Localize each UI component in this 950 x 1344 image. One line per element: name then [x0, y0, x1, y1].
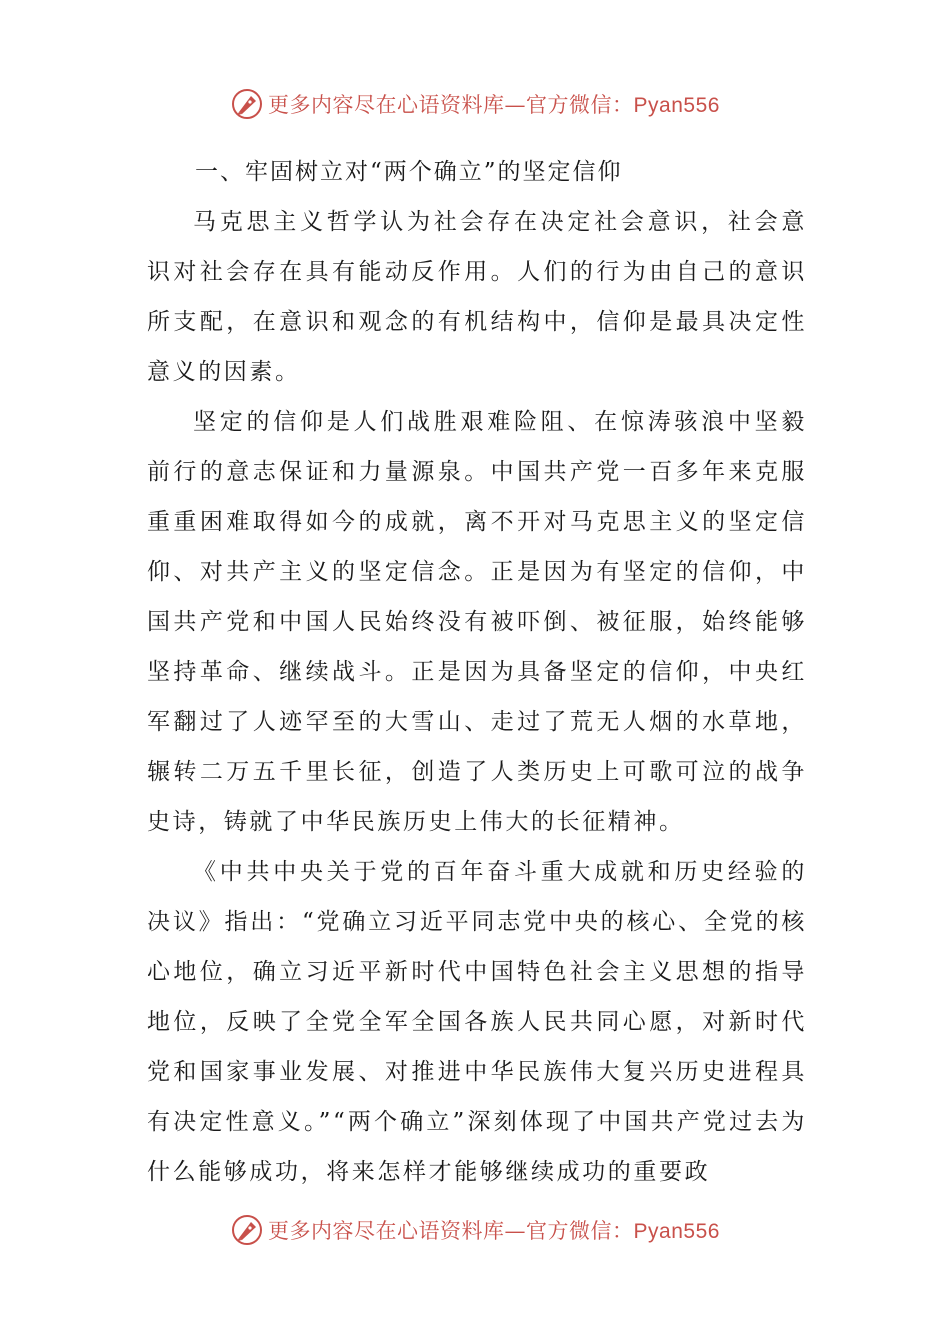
- banner-dash: —: [504, 1219, 527, 1243]
- pen-nib-logo-icon: [230, 1213, 264, 1247]
- banner-wechat-id: Pyan556: [633, 1220, 720, 1243]
- banner-text: 更多内容尽在心语资料库: [268, 1219, 505, 1243]
- banner-wechat-id: Pyan556: [633, 94, 720, 117]
- footer-watermark-banner: [0, 1210, 950, 1250]
- banner-wechat-label: 官方微信：: [526, 1219, 634, 1243]
- document-body: [147, 147, 807, 1197]
- banner-wechat-label: 官方微信：: [526, 93, 634, 117]
- header-watermark-banner: [0, 84, 950, 124]
- banner-dash: —: [504, 93, 527, 117]
- section-heading: 一、牢固树立对“两个确立”的坚定信仰: [195, 159, 623, 185]
- paragraph-2: 坚定的信仰是人们战胜艰难险阻、在惊涛骇浪中坚毅前行的意志保证和力量源泉。中国共产党一百多年来克服重重困难取得如今的成就，离不开对马克思主义的坚定信仰、对共产主义的坚定信念。正是因为有坚定的信仰，中国共产党和中国人民始终没有被吓倒、被征服，始终能够坚持革命、继续战斗。正是因为具备坚定的信仰，中央红军翻过了人迹罕至的大雪山、走过了荒无人烟的水草地，辗转二万五千里长征，创造了人类历史上可歌可泣的战争史诗，铸就了中华民族历史上伟大的长征精神。: [147, 409, 807, 835]
- pen-nib-logo-icon: [230, 87, 264, 121]
- paragraph-1: 马克思主义哲学认为社会存在决定社会意识，社会意识对社会存在具有能动反作用。人们的行为由自己的意识所支配，在意识和观念的有机结构中，信仰是最具决定性意义的因素。: [147, 209, 807, 385]
- paragraph-3: 《中共中央关于党的百年奋斗重大成就和历史经验的决议》指出：“党确立习近平同志党中央的核心、全党的核心地位，确立习近平新时代中国特色社会主义思想的指导地位，反映了全党全军全国各族人民共同心愿，对新时代党和国家事业发展、对推进中华民族伟大复兴历史进程具有决定性意义。”“两个确立”深刻体现了中国共产党过去为什么能够成功，将来怎样才能够继续成功的重要政: [147, 859, 807, 1185]
- banner-text: 更多内容尽在心语资料库: [268, 93, 505, 117]
